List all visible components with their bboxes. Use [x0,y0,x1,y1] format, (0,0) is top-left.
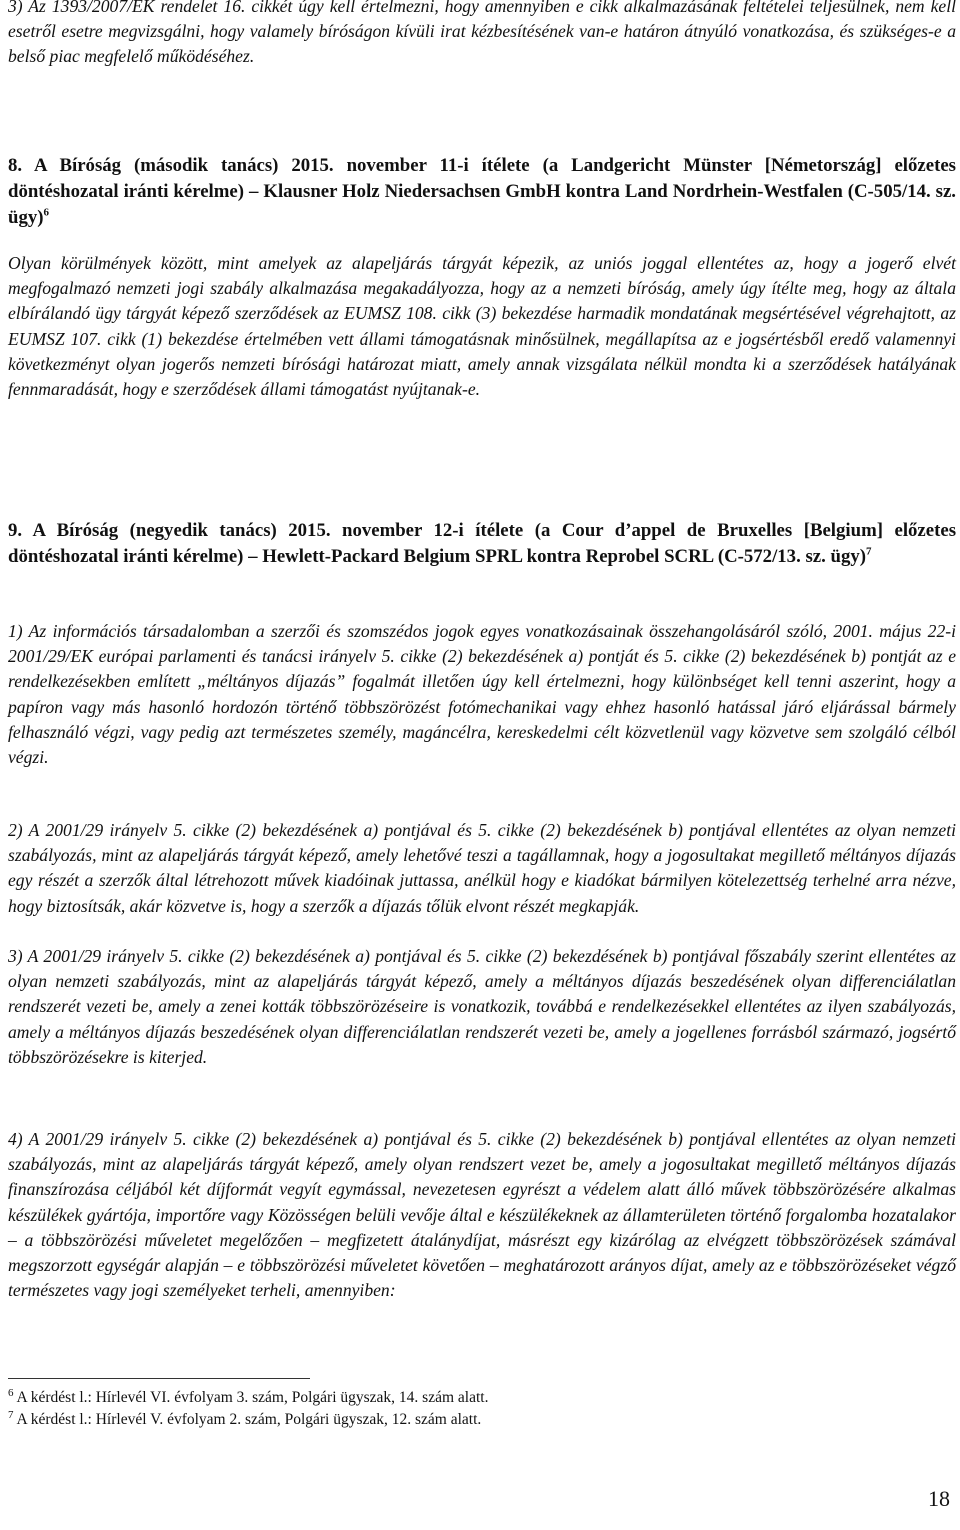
footnote-6 [8,1388,488,1408]
footnote-7 [8,1410,481,1430]
case-9-ruling-4: 4) A 2001/29 irányelv 5. cikke (2) bekezdésének a) pontjával és 5. cikke (2) bekezdésének b) pontjával ellentétes az olyan nemzeti szabályozás, mint az alapeljárás tárgyát képező, amely olyan rendszert vezet be, amely a jogosultakat megillető méltányos díjazás finanszírozása céljából két díjformát vegyít egymással, nevezetesen egyrészt a védelem alatt álló művek többszörözésére alkalmas készülékek gyártója, importőre vagy Közösségen belüli vevője által e készülékeknek az államterületen történő forgalomba hozatalakor – a többszörözési műveletet megelőzően – megfizetett átalánydíjat, másrészt egy kizárólag az elvégzett többszörözések számával megszorzott egységár alapján – e többszörözési műveletet követően – meghatározott arányos díjat, amely az e többszörözéseket végző természetes vagy jogi személyeket terheli, amennyiben: [8,1129,956,1301]
footnote-ref-7: 7 [865,545,872,558]
case-8-heading-text: 8. A Bíróság (második tanács) 2015. november 11-i ítélete (a Landgericht Münster [Németország] előzetes döntéshozatal iránti kérelme) – Klausner Holz Niedersachsen GmbH kontra Land Nordrhein-Westfalen (C-505/14. sz. ügy) [8,155,956,228]
footnote-ref-6: 6 [43,206,49,219]
footnote-7-text: A kérdést l.: Hírlevél V. évfolyam 2. szám, Polgári ügyszak, 12. szám alatt. [16,1411,482,1428]
footnote-7-number: 7 [8,1408,14,1421]
case-9-heading-text: 9. A Bíróság (negyedik tanács) 2015. november 12-i ítélete (a Cour d’appel de Bruxelles [Belgium] előzetes döntéshozatal iránti kérelme) – Hewlett-Packard Belgium SPRL kontra Reprobel SCRL (C-572/13. sz. ügy) [8,520,956,567]
case-8-ruling: Olyan körülmények között, mint amelyek az alapeljárás tárgyát képezik, az uniós joggal ellentétes az, hogy a jogerő elvét megfogalmazó nemzeti jogi szabály alkalmazása megakadályozza, hogy az a nemzeti bíróság, amely úgy ítélte meg, hogy az általa elbírálandó ügy tárgyát képező szerződések az EUMSZ 108. cikk (3) bekezdése harmadik mondatának megsértésével végrehajtott, az EUMSZ 107. cikk (1) bekezdése értelmében vett állami támogatásnak minősülnek, megállapítsa az e jogsértésből eredő valamennyi következményt olyan jogerős nemzeti bírósági határozat miatt, amely annak vizsgálata nélkül mondta ki a szerződések hatályának fennmaradását, hogy e szerződések állami támogatást nyújtanak-e. [8,253,956,400]
footnote-6-number: 6 [8,1386,14,1399]
case-9-ruling-1: 1) Az információs társadalomban a szerzői és szomszédos jogok egyes vonatkozásainak összehangolásáról szóló, 2001. május 22-i 2001/29/EK európai parlamenti és tanácsi irányelv 5. cikke (2) bekezdésének a) pontját és 5. cikke (2) bekezdésének b) pontját az e rendelkezésekben említett „méltányos díjazás” fogalmát illetően úgy kell értelmezni, hogy különbséget kell tenni aszerint, hogy a papíron vagy más hasonló hordozón történő többszörözést fotómechanikai vagy ehhez hasonló hatással járó eljárással bármely felhasználó végzi, vagy pedig azt természetes személy, magáncélra, kereskedelmi célt közvetlenül vagy közvetve sem szolgáló célból végzi. [8,621,956,768]
footnote-6-text: A kérdést l.: Hírlevél VI. évfolyam 3. szám, Polgári ügyszak, 14. szám alatt. [16,1389,489,1406]
page-number: 18 [928,1486,950,1511]
case-9-ruling-2: 2) A 2001/29 irányelv 5. cikke (2) bekezdésének a) pontjával és 5. cikke (2) bekezdésének b) pontjával ellentétes az olyan nemzeti szabályozás, mint az alapeljárás tárgyát képező, amely lehetővé teszi a tagállamnak, hogy a jogosultakat megillető méltányos díjazás egy részét a szerzők által létrehozott művek kiadóinak juttassa, anélkül hogy e kiadókat bármilyen kötelezettség terhelné arra nézve, hogy biztosítsák, akár közvetve is, hogy a szerzők a díjazás tőlük elvont részét megkapják. [8,820,956,916]
ruling-paragraph-3-continued: 3) Az 1393/2007/EK rendelet 16. cikkét úgy kell értelmezni, hogy amennyiben e cikk alkalmazásának feltételei teljesülnek, nem kell esetről esetre megvizsgálni, hogy valamely bíróságon kívüli irat kézbesítésének van-e határon átnyúló vonatkozása, és szükséges-e a belső piac megfelelő működéséhez. [8,0,956,67]
footnote-separator [8,1378,310,1379]
case-9-heading [8,518,956,570]
case-8-heading [8,153,956,231]
case-9-ruling-3: 3) A 2001/29 irányelv 5. cikke (2) bekezdésének a) pontjával és 5. cikke (2) bekezdésének b) pontjával főszabály szerint ellentétes az olyan nemzeti szabályozás, mint az alapeljárás tárgyát képező, amely a méltányos díjazás beszedésének olyan differenciálatlan rendszerét vezeti be, amely a zenei kották többszörözéseire is vonatkozik, továbbá e rendelkezésekkel ellentétes az ilyen szabályozás, amely a méltányos díjazás beszedésének olyan differenciálatlan rendszerét vezeti be, amely a jogellenes forrásból származó, jogsértő többszörözésekre is kiterjed. [8,946,956,1067]
